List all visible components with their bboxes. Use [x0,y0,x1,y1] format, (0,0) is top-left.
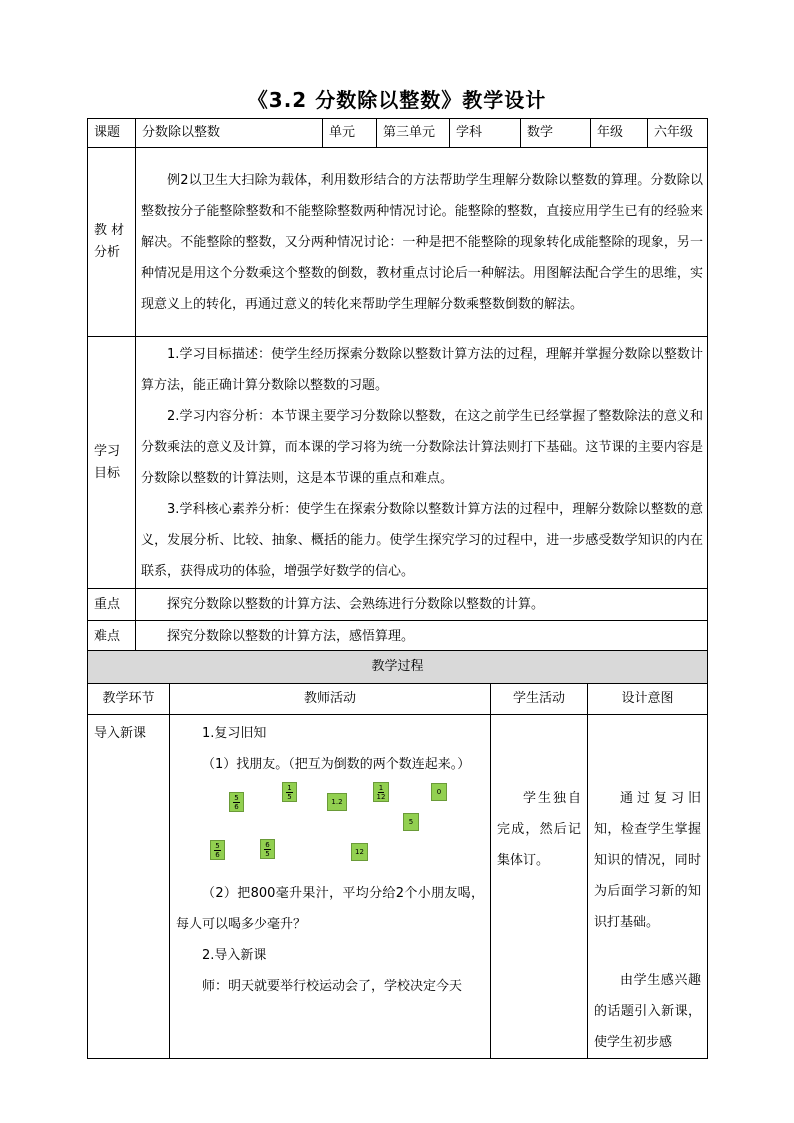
col-stage: 教学环节 [88,684,170,715]
teacher-review: 1.复习旧知 [202,726,267,741]
difficult-point-label: 难点 [88,621,136,653]
danyuan-value: 第三单元 [377,119,450,148]
teacher-q2: （2）把800毫升果汁，平均分给2个小朋友喝，每人可以喝多少毫升？ [176,886,484,932]
page-title: 《3.2 分数除以整数》教学设计 [247,88,547,112]
stage-label: 导入新课 [94,726,147,741]
student-activity: 学生独自完成，然后记集体订。 [497,791,581,868]
goals-row [88,337,708,589]
goals-label [88,337,136,589]
student-cell [491,715,588,1059]
difficult-point-cell [136,621,708,653]
reciprocal-cards [176,780,484,878]
card-number: 5 [403,813,419,831]
key-point-label: 重点 [88,589,136,621]
nianji-label: 年级 [591,119,648,148]
process-header-row [88,651,708,684]
card-fraction: 5 6 [210,840,225,860]
goal-item: 3.学科核心素养分析：使学生在探索分数除以整数计算方法的过程中，理解分数除以整数的意义，发展分析、比较、抽象、概括的能力。使学生探究学习的过程中，进一步感受数学知识的内在联系，获得成功的体验，增强学好数学的信心。 [141,501,703,579]
analysis-cell [136,148,708,337]
col-student: 学生活动 [491,684,588,715]
analysis-row [88,148,708,337]
teacher-cell [170,715,491,1059]
process-row-intro [88,715,708,1059]
key-point-text: 探究分数除以整数的计算方法、会熟练进行分数除以整数的计算。 [167,597,545,612]
card-fraction: 6 5 [260,839,275,859]
goal-item: 1.学习目标描述：使学生经历探索分数除以整数计算方法的过程，理解并掌握分数除以整数计算方法，能正确计算分数除以整数的习题。 [141,346,703,393]
keti-value: 分数除以整数 [136,119,323,148]
card-number: 1.2 [327,793,347,811]
difficult-point-text: 探究分数除以整数的计算方法，感悟算理。 [167,629,415,644]
nianji-value: 六年级 [648,119,708,148]
info-row [88,119,708,148]
analysis-label-line2: 分析 [94,245,121,260]
keti-label: 课题 [88,119,136,148]
lesson-info-table [87,118,708,653]
difficult-point-row [88,621,708,653]
danyuan-label: 单元 [323,119,377,148]
xueke-value: 数学 [521,119,591,148]
intent-cell [588,715,708,1059]
analysis-label [88,148,136,337]
teacher-q1: （1）找朋友。（把互为倒数的两个数连起来。） [202,757,471,772]
col-teacher: 教师活动 [170,684,491,715]
intent-text-1: 通过复习旧知，检查学生掌握知识的情况，同时为后面学习新的知识打基础。 [594,791,702,930]
key-point-cell [136,589,708,621]
teacher-intro: 2.导入新课 [202,948,267,963]
goals-label-line1: 学习 [94,443,121,459]
teacher-speech: 师：明天就要举行校运动会了，学校决定今天 [202,979,463,994]
key-point-row [88,589,708,621]
teaching-process-table [87,650,708,1059]
xueke-label: 学科 [450,119,521,148]
stage-cell [88,715,170,1059]
card-number: 0 [431,783,447,801]
col-intent: 设计意图 [588,684,708,715]
process-header: 教学过程 [88,651,708,684]
analysis-text: 例2以卫生大扫除为载体，利用数形结合的方法帮助学生理解分数除以整数的算理。分数除以整数按分子能整除整数和不能整除整数两种情况讨论。能整除的整数，直接应用学生已有的经验来解决。不能整除的整数，又分两种情况讨论：一种是把不能整除的现象转化成能整除的现象，另一种情况是用这个分数乘这个整数的倒数，教材重点讨论后一种解法。用图解法配合学生的思维，实现意义上的转化，再通过意义的转化来帮助学生理解分数乘整数倒数的解法。 [141,172,703,312]
analysis-label-line1: 教 材 [94,223,125,238]
goal-item: 2.学习内容分析：本节课主要学习分数除以整数，在这之前学生已经掌握了整数除法的意义和分数乘法的意义及计算，而本课的学习将为统一分数除法计算法则打下基础。这节课的主要内容是分数除以整数的计算法则，这是本节课的重点和难点。 [141,408,703,486]
card-fraction: 1 5 [282,782,297,802]
process-columns-row [88,684,708,715]
card-number: 12 [351,843,368,861]
goals-label-line2: 目标 [94,465,121,481]
intent-text-2: 由学生感兴趣的话题引入新课，使学生初步感 [594,973,702,1050]
goals-cell [136,337,708,589]
card-fraction: 1 12 [373,782,389,802]
card-fraction: 5 6 [229,792,244,812]
